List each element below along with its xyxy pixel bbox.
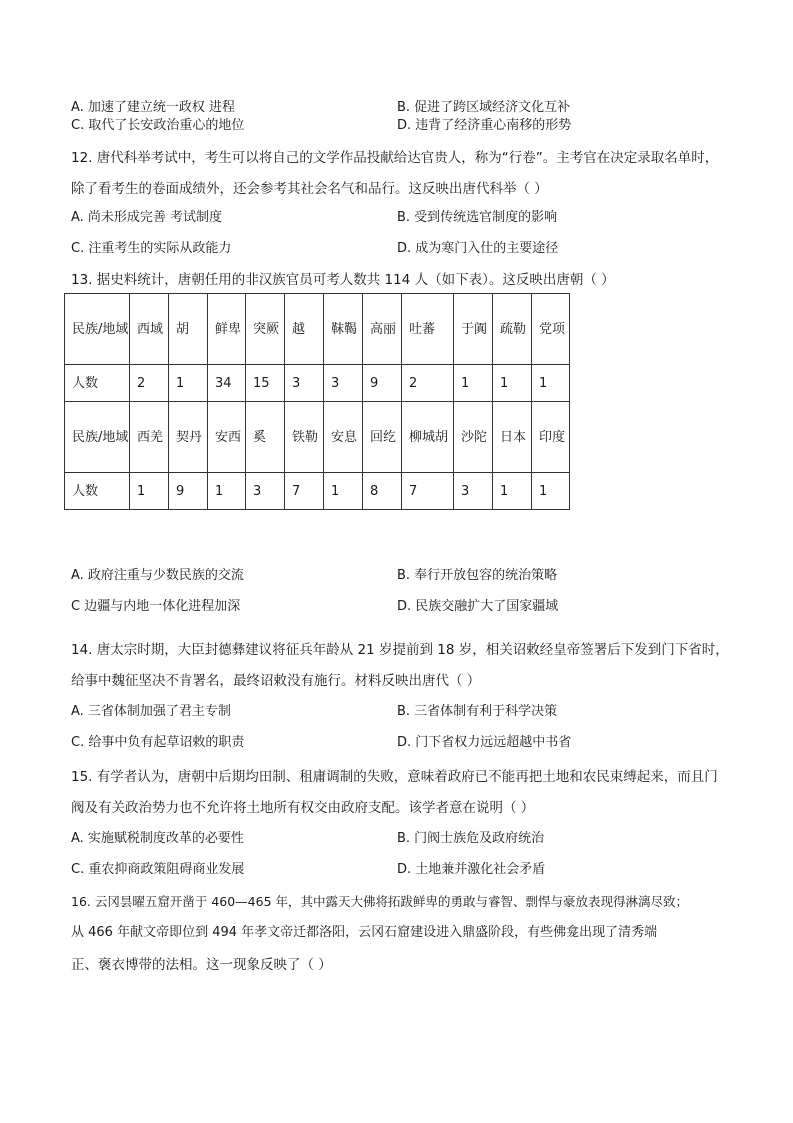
q13-stem: 13. 据史料统计，唐朝任用的非汉族官员可考人数共 114 人（如下表）。这反映出唐朝（ ） [71, 272, 615, 288]
q15-stem: 15. 有学者认为，唐朝中后期均田制、租庸调制的失败，意味着政府已不能再把土地和农民束缚起来，而且门阀及有关政治势力也不允许将土地所有权交由政府支配。该学者意在说明（ ） [71, 769, 718, 816]
table-cell: 1 [493, 365, 532, 402]
q13-option-b: B. 奉行开放包容的统治策略 [397, 568, 558, 583]
q13-option-c: C 边疆与内地一体化进程加深 [71, 599, 241, 614]
q16-stem-line-1: 16. 云冈昙曜五窟开凿于 460—465 年，其中露天大佛将拓跋鲜卑的勇敢与睿智、剽悍与豪放表现得淋漓尽致； [71, 894, 689, 909]
q14-option-c: C. 给事中负有起草诏敕的职责 [71, 735, 245, 750]
table-row [65, 402, 570, 473]
q14-option-a: A. 三省体制加强了君主专制 [71, 704, 231, 719]
q12-option-d: D. 成为寒门入仕的主要途径 [397, 241, 559, 256]
table-cell: 民族/地域 [65, 402, 130, 473]
table-row [65, 294, 570, 365]
table-cell: 疏勒 [493, 294, 532, 365]
table-cell: 7 [285, 473, 324, 510]
q16-stem-line-2: 从 466 年献文帝即位到 494 年孝文帝迁都洛阳，云冈石窟建设进入鼎盛阶段，有些佛龛出现了清秀端 [71, 925, 658, 940]
table-cell: 9 [363, 365, 402, 402]
q14-option-d: D. 门下省权力远远超越中书省 [397, 735, 572, 750]
table-cell: 西域 [130, 294, 169, 365]
table-cell: 靺鞨 [324, 294, 363, 365]
table-cell: 印度 [532, 402, 570, 473]
table-cell: 越 [285, 294, 324, 365]
table-cell: 1 [454, 365, 493, 402]
table-cell: 突厥 [246, 294, 285, 365]
q11-option-a: A. 加速了建立统一政权 进程 [71, 100, 236, 115]
table-cell: 9 [169, 473, 208, 510]
table-cell: 沙陀 [454, 402, 493, 473]
table-cell: 3 [324, 365, 363, 402]
table-cell: 1 [532, 365, 570, 402]
q13-option-d: D. 民族交融扩大了国家疆域 [397, 599, 559, 614]
table-cell: 1 [532, 473, 570, 510]
q13-option-a: A. 政府注重与少数民族的交流 [71, 568, 244, 583]
table-cell: 7 [402, 473, 454, 510]
table-cell: 安息 [324, 402, 363, 473]
table-row [65, 473, 570, 510]
table-cell: 34 [208, 365, 246, 402]
table-cell: 吐蕃 [402, 294, 454, 365]
table-cell: 1 [130, 473, 169, 510]
q15-option-d: D. 土地兼并激化社会矛盾 [397, 862, 546, 877]
q11-option-b: B. 促进了跨区域经济文化互补 [397, 100, 571, 115]
table-cell: 1 [169, 365, 208, 402]
q12-option-b: B. 受到传统选官制度的影响 [397, 210, 558, 225]
table-row [65, 365, 570, 402]
table-cell: 回纥 [363, 402, 402, 473]
table-cell: 鲜卑 [208, 294, 246, 365]
q12-stem: 12. 唐代科举考试中，考生可以将自己的文学作品投献给达官贵人，称为“行卷”。主考官在决定录取名单时，除了看考生的卷面成绩外，还会参考其社会名气和品行。这反映出唐代科举（ ） [71, 150, 719, 197]
table-cell: 高丽 [363, 294, 402, 365]
q14-stem: 14. 唐太宗时期，大臣封德彝建议将征兵年龄从 21 岁提前到 18 岁，相关诏敕经皇帝签署后下发到门下省时，给事中魏征坚决不肯署名，最终诏敕没有施行。材料反映出唐代（ ） [71, 642, 729, 689]
q15-option-a: A. 实施赋税制度改革的必要性 [71, 831, 244, 846]
table-cell: 8 [363, 473, 402, 510]
table-cell: 胡 [169, 294, 208, 365]
table-cell: 15 [246, 365, 285, 402]
table-cell: 契丹 [169, 402, 208, 473]
q16-stem-line-3: 正、褒衣博带的法相。这一现象反映了（ ） [71, 957, 332, 973]
table-cell: 人数 [65, 473, 130, 510]
ethnic-officials-table [64, 293, 570, 510]
q11-option-c: C. 取代了长安政治重心的地位 [71, 118, 245, 133]
table-cell: 1 [493, 473, 532, 510]
table-cell: 日本 [493, 402, 532, 473]
table-cell: 于阗 [454, 294, 493, 365]
q12-option-c: C. 注重考生的实际从政能力 [71, 241, 232, 256]
q15-option-b: B. 门阀士族危及政府统治 [397, 831, 545, 846]
table-cell: 2 [130, 365, 169, 402]
table-cell: 民族/地域 [65, 294, 130, 365]
q11-option-d: D. 违背了经济重心南移的形势 [397, 118, 572, 133]
table-cell: 柳城胡 [402, 402, 454, 473]
table-cell: 2 [402, 365, 454, 402]
table-cell: 安西 [208, 402, 246, 473]
table-cell: 人数 [65, 365, 130, 402]
table-cell: 1 [208, 473, 246, 510]
table-cell: 1 [324, 473, 363, 510]
table-cell: 铁勒 [285, 402, 324, 473]
table-cell: 3 [246, 473, 285, 510]
table-cell: 奚 [246, 402, 285, 473]
table-cell: 3 [454, 473, 493, 510]
q14-option-b: B. 三省体制有利于科学决策 [397, 704, 558, 719]
q12-option-a: A. 尚未形成完善 考试制度 [71, 210, 223, 225]
table-cell: 西羌 [130, 402, 169, 473]
q15-option-c: C. 重农抑商政策阻碍商业发展 [71, 862, 245, 877]
table-cell: 党项 [532, 294, 570, 365]
table-cell: 3 [285, 365, 324, 402]
